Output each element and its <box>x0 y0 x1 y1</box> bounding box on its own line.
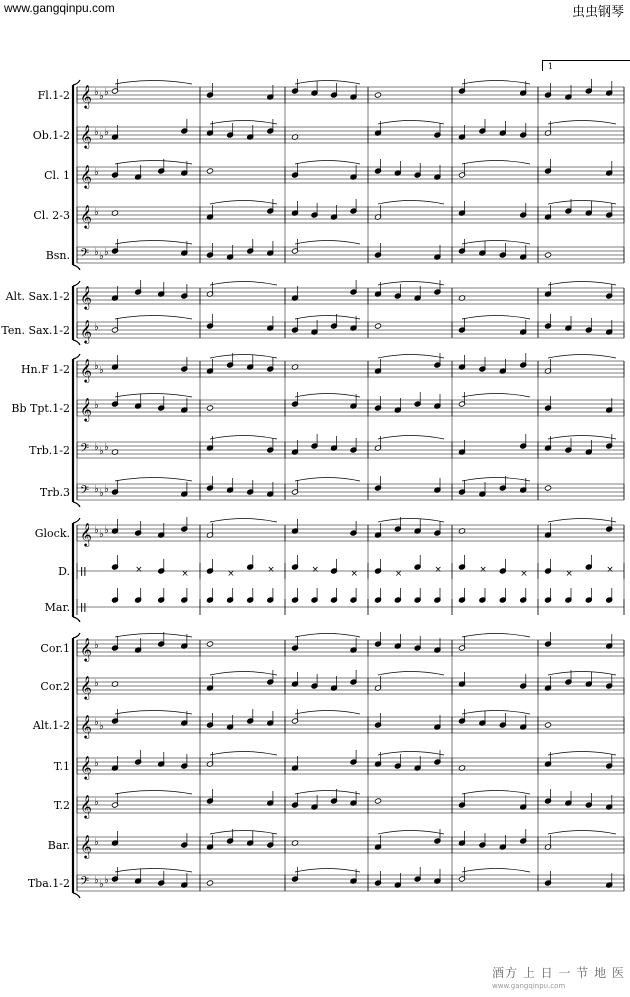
note-head <box>374 798 381 804</box>
site-brand: 虫虫钢琴 <box>571 5 624 20</box>
flat-sign-icon: ♭ <box>94 678 99 689</box>
treble-clef-icon: 𝄞 <box>80 285 92 309</box>
bass-clef-icon: 𝄢 <box>80 247 90 263</box>
flat-sign-icon: ♭ <box>94 361 99 372</box>
slur <box>295 478 360 482</box>
flat-sign-icon: ♭ <box>94 484 99 495</box>
slur <box>295 394 360 398</box>
instrument-label: Cl. 1 <box>44 169 70 182</box>
slur <box>462 241 530 245</box>
instrument-label: Bb Tpt.1-2 <box>11 402 70 415</box>
slur <box>378 121 444 125</box>
slur <box>295 81 360 85</box>
instrument-label: Ten. Sax.1-2 <box>1 324 70 337</box>
slur <box>378 355 444 359</box>
slur <box>115 869 192 873</box>
slur <box>462 81 530 85</box>
slur <box>548 121 616 125</box>
instrument-label: T.1 <box>53 760 70 773</box>
treble-clef-icon: 𝄞 <box>80 319 92 343</box>
slur <box>378 672 444 676</box>
flat-sign-icon: ♭ <box>104 484 109 495</box>
flat-sign-icon: ♭ <box>99 488 104 499</box>
instrument-label: D. <box>58 565 70 578</box>
flat-sign-icon: ♭ <box>104 87 109 98</box>
slur <box>548 201 616 205</box>
instrument-label: Bar. <box>47 839 70 852</box>
slur <box>115 161 192 165</box>
bass-clef-icon: 𝄢 <box>80 875 90 891</box>
x-notehead-icon: × <box>606 565 614 575</box>
x-notehead-icon: × <box>434 565 442 575</box>
flat-sign-icon: ♭ <box>104 875 109 886</box>
slur <box>115 478 192 482</box>
x-notehead-icon: × <box>350 569 359 579</box>
x-notehead-icon: × <box>181 569 189 579</box>
slur <box>548 436 616 440</box>
instrument-label: Cor.1 <box>40 642 70 655</box>
instrument-label: Trb.1-2 <box>29 444 70 457</box>
slur <box>548 752 616 756</box>
slur <box>548 831 616 835</box>
bracket-hook <box>73 80 80 85</box>
footer-watermark-sub: www.gangqinpu.com <box>492 982 566 990</box>
slur <box>462 478 530 482</box>
slur <box>210 355 277 359</box>
flat-sign-icon: ♭ <box>94 717 99 728</box>
flat-sign-icon: ♭ <box>94 640 99 651</box>
slur <box>548 519 616 523</box>
slur <box>295 634 360 638</box>
slur <box>115 81 192 85</box>
x-notehead-icon: × <box>394 569 403 579</box>
bracket-hook <box>73 265 80 270</box>
flat-sign-icon: ♭ <box>94 797 99 808</box>
instrument-label: Cl. 2-3 <box>33 209 70 222</box>
flat-sign-icon: ♭ <box>104 525 109 536</box>
treble-clef-icon: 𝄞 <box>80 522 92 546</box>
instrument-label: Cor.2 <box>40 680 70 693</box>
instrument-label: T.2 <box>53 799 70 812</box>
x-notehead-icon: × <box>479 565 487 575</box>
percussion-clef-icon: || <box>80 603 87 613</box>
flat-sign-icon: ♭ <box>94 758 99 769</box>
slur <box>115 394 192 398</box>
bracket-hook <box>73 633 80 638</box>
flat-sign-icon: ♭ <box>99 365 104 376</box>
slur <box>210 121 277 125</box>
slur <box>295 791 360 795</box>
instrument-label: Alt.1-2 <box>32 719 70 732</box>
slur <box>548 282 616 286</box>
slur <box>210 519 277 523</box>
flat-sign-icon: ♭ <box>94 875 99 886</box>
slur <box>462 161 530 165</box>
note-head <box>544 722 551 728</box>
flat-sign-icon: ♭ <box>94 87 99 98</box>
flat-sign-icon: ♭ <box>104 127 109 138</box>
slur <box>295 869 360 873</box>
flat-sign-icon: ♭ <box>99 91 104 102</box>
slur <box>210 282 277 286</box>
treble-clef-icon: 𝄞 <box>80 794 92 818</box>
treble-clef-icon: 𝄞 <box>80 637 92 661</box>
slur <box>115 634 192 638</box>
bass-clef-icon: 𝄢 <box>80 484 90 500</box>
x-notehead-icon: × <box>520 569 528 579</box>
instrument-label: Alt. Sax.1-2 <box>5 290 70 303</box>
treble-clef-icon: 𝄞 <box>80 714 92 738</box>
slur <box>210 201 277 205</box>
site-url: www.gangqinpu.com <box>4 1 115 15</box>
treble-clef-icon: 𝄞 <box>80 675 92 699</box>
footer-watermark: 酒方 上 日 一 节 地 医 <box>492 966 625 980</box>
flat-sign-icon: ♭ <box>99 131 104 142</box>
flat-sign-icon: ♭ <box>94 400 99 411</box>
flat-sign-icon: ♭ <box>104 442 109 453</box>
flat-sign-icon: ♭ <box>94 837 99 848</box>
slur <box>378 201 444 205</box>
flat-sign-icon: ♭ <box>94 322 99 333</box>
treble-clef-icon: 𝄞 <box>80 204 92 228</box>
note-head <box>206 641 213 647</box>
slur <box>115 791 192 795</box>
instrument-label: Trb.3 <box>39 486 70 499</box>
slur <box>295 316 360 320</box>
slur <box>115 316 192 320</box>
bracket-hook <box>73 893 80 898</box>
note-head <box>206 168 213 174</box>
flat-sign-icon: ♭ <box>94 247 99 258</box>
x-notehead-icon: × <box>227 569 235 579</box>
slur <box>210 436 277 440</box>
instrument-label: Hn.F 1-2 <box>20 363 70 376</box>
x-notehead-icon: × <box>565 569 573 579</box>
flat-sign-icon: ♭ <box>94 127 99 138</box>
slur <box>462 634 530 638</box>
slur <box>210 831 277 835</box>
slur <box>115 241 192 245</box>
treble-clef-icon: 𝄞 <box>80 164 92 188</box>
note-head <box>544 485 551 491</box>
percussion-clef-icon: || <box>80 567 87 577</box>
page-number: 1 <box>548 62 554 71</box>
flat-sign-icon: ♭ <box>94 442 99 453</box>
flat-sign-icon: ♭ <box>104 247 109 258</box>
treble-clef-icon: 𝄞 <box>80 84 92 108</box>
instrument-label: Tba.1-2 <box>27 877 70 890</box>
bracket-hook <box>73 518 80 523</box>
flat-sign-icon: ♭ <box>99 446 104 457</box>
slur <box>115 711 192 715</box>
x-notehead-icon: × <box>267 565 275 575</box>
flat-sign-icon: ♭ <box>94 525 99 536</box>
note-head <box>544 252 551 258</box>
slur <box>462 711 530 715</box>
treble-clef-icon: 𝄞 <box>80 397 92 421</box>
slur <box>378 519 444 523</box>
instrument-label: Fl.1-2 <box>37 89 70 102</box>
flat-sign-icon: ♭ <box>99 251 104 262</box>
slur <box>210 672 277 676</box>
treble-clef-icon: 𝄞 <box>80 358 92 382</box>
slur <box>462 869 530 873</box>
flat-sign-icon: ♭ <box>99 879 104 890</box>
note-head <box>206 880 213 886</box>
slur <box>462 316 530 320</box>
bracket-hook <box>73 281 80 286</box>
note-head <box>374 323 381 329</box>
flat-sign-icon: ♭ <box>99 721 104 732</box>
flat-sign-icon: ♭ <box>94 207 99 218</box>
treble-clef-icon: 𝄞 <box>80 124 92 148</box>
bass-clef-icon: 𝄢 <box>80 442 90 458</box>
note-head <box>206 405 213 411</box>
instrument-label: Glock. <box>34 527 70 540</box>
bracket-hook <box>73 617 80 622</box>
note-head <box>374 92 381 98</box>
x-notehead-icon: × <box>135 565 143 575</box>
treble-clef-icon: 𝄞 <box>80 755 92 779</box>
slur <box>548 355 616 359</box>
slur <box>462 791 530 795</box>
flat-sign-icon: ♭ <box>94 167 99 178</box>
x-notehead-icon: × <box>311 565 320 575</box>
slur <box>295 161 360 165</box>
bracket-hook <box>73 502 80 507</box>
slur <box>378 282 444 286</box>
bracket-hook <box>73 340 80 345</box>
bracket-hook <box>73 354 80 359</box>
instrument-label: Mar. <box>44 601 70 614</box>
slur <box>378 752 444 756</box>
slur <box>210 752 277 756</box>
slur <box>378 831 444 835</box>
instrument-label: Bsn. <box>45 249 70 262</box>
slur <box>548 672 616 676</box>
instrument-label: Ob.1-2 <box>32 129 70 142</box>
slur <box>378 436 444 440</box>
slur <box>295 711 360 715</box>
treble-clef-icon: 𝄞 <box>80 834 92 858</box>
slur <box>295 241 360 245</box>
slur <box>462 394 530 398</box>
flat-sign-icon: ♭ <box>99 529 104 540</box>
